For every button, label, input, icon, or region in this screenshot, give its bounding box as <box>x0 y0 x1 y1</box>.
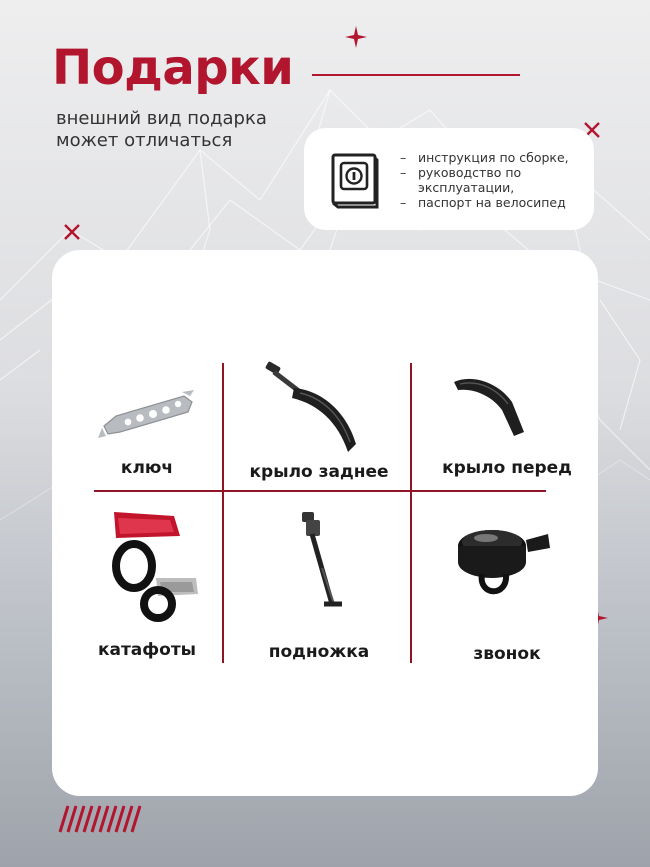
subtitle: внешний вид подарка может отличаться <box>56 108 267 151</box>
manual-book-icon <box>330 152 380 210</box>
gift-item-rear-fender <box>224 360 414 490</box>
title-underline <box>312 74 520 76</box>
list-item: эксплуатации, <box>418 180 515 195</box>
bike-wrench-icon <box>98 382 198 442</box>
list-item: – инструкция по сборке, <box>400 150 569 165</box>
gift-label: катафоты <box>97 640 197 660</box>
gift-label: крыло перед <box>442 458 572 478</box>
gift-item-reflectors <box>52 494 252 664</box>
gift-label: звонок <box>473 644 541 664</box>
grid-divider <box>94 490 546 492</box>
gift-item-front-fender <box>412 360 602 490</box>
gift-item-kickstand <box>224 494 414 664</box>
documents-list <box>400 150 569 210</box>
rear-fender-icon <box>260 360 370 460</box>
list-item: – паспорт на велосипед <box>400 195 566 210</box>
kickstand-icon <box>284 508 354 618</box>
list-item: – руководство по <box>400 165 522 180</box>
gift-label: крыло заднее <box>249 462 389 482</box>
front-fender-icon <box>450 372 540 442</box>
gift-label: подножка <box>268 642 370 662</box>
gift-item-wrench <box>52 360 252 490</box>
stripes-decoration <box>54 804 144 834</box>
documents-card <box>304 128 594 230</box>
sparkle-icon <box>345 26 367 48</box>
cross-icon <box>62 222 82 242</box>
gifts-card <box>52 250 598 796</box>
reflectors-icon <box>96 504 206 622</box>
gift-item-bell <box>412 494 602 664</box>
bell-icon <box>452 518 562 608</box>
page-title: Подарки <box>52 40 294 96</box>
gift-label: ключ <box>120 458 174 478</box>
